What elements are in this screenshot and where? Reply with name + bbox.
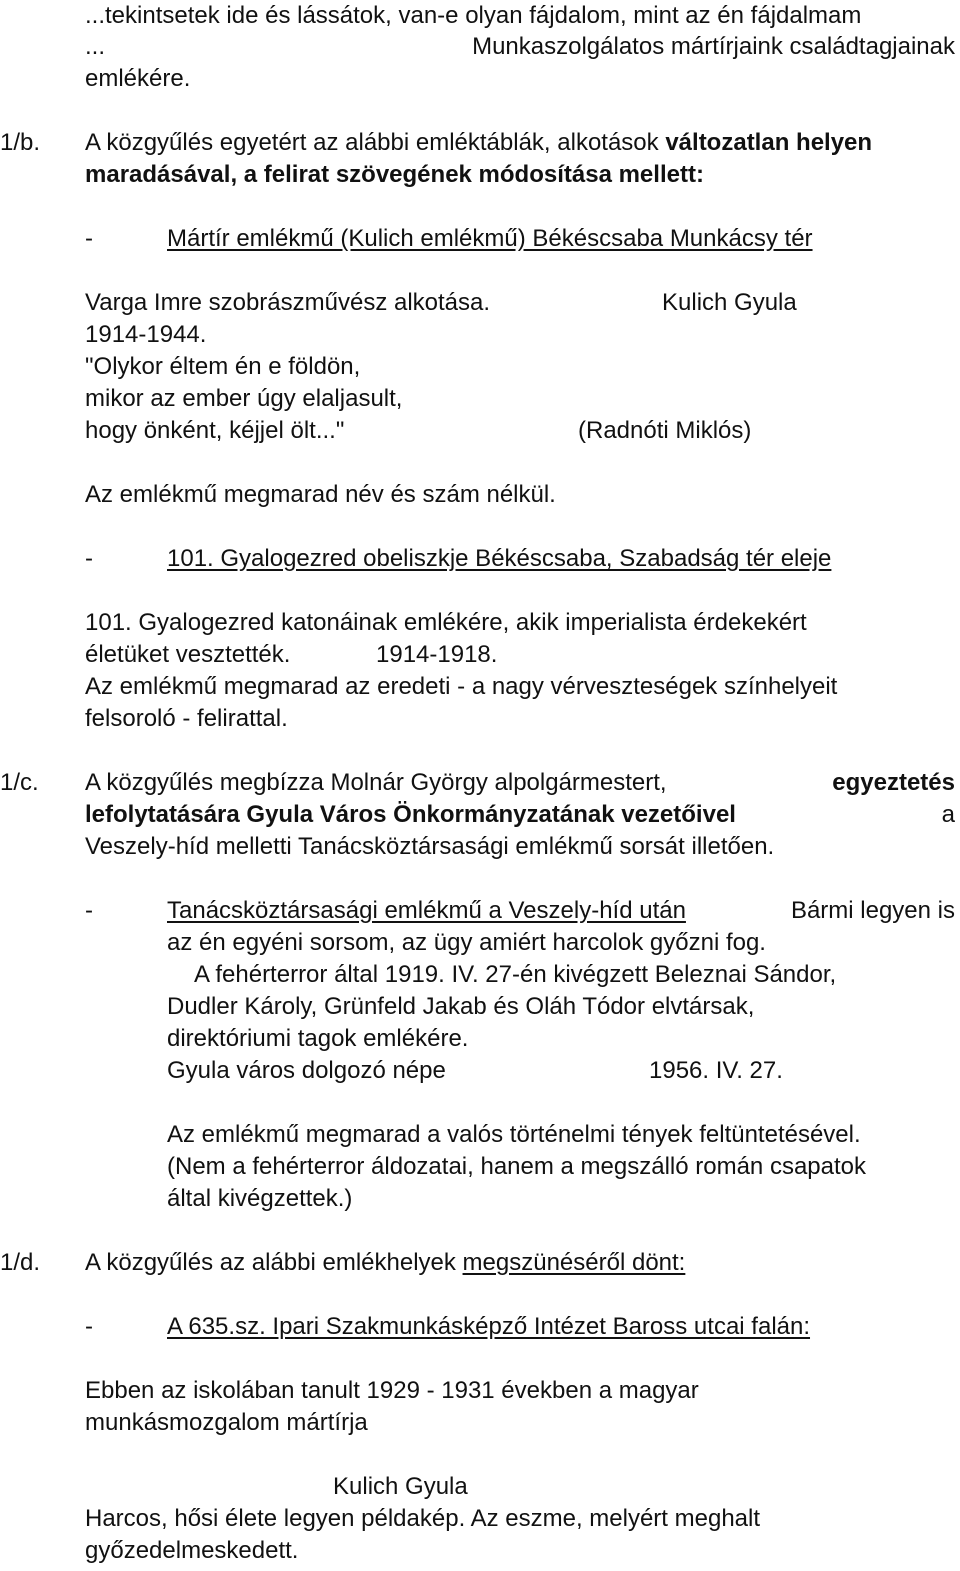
inscription-line: A fehérterror által 1919. IV. 27-én kivégzett Beleznai Sándor, (194, 961, 837, 988)
section-1b-lead (85, 127, 872, 159)
list-dash: - (85, 545, 93, 572)
section-marker-1c: 1/c. (0, 769, 39, 796)
inscription-years: 1914-1918. (376, 641, 498, 668)
inscription-line: Dudler Károly, Grünfeld Jakab és Oláh Tódor elvtársak, (167, 993, 755, 1020)
section-1d-lead-text: A közgyűlés az alábbi emlékhelyek (85, 1249, 456, 1276)
dedication-end: emlékére. (85, 65, 191, 92)
inscription-years: 1914-1944. (85, 321, 207, 348)
inscription-line: az én egyéni sorsom, az ügy amiért harcolok győzni fog. (167, 929, 766, 956)
section-1c-line-end: a (941, 801, 955, 828)
section-1d-lead (85, 1247, 685, 1279)
inscription-poem-line: hogy önként, kéjjel ölt..." (85, 417, 345, 444)
section-marker-1d: 1/d. (0, 1249, 41, 1276)
list-dash: - (85, 1313, 93, 1340)
section-1b-lead-bold: változatlan helyen (665, 129, 873, 156)
inscription-date: 1956. IV. 27. (649, 1057, 783, 1084)
decision-text: Az emlékmű megmarad név és szám nélkül. (85, 481, 556, 508)
section-1c-bold-line: lefolytatására Gyula Város Önkormányzatának vezetőivel (85, 801, 736, 828)
inscription-line: Ebben az iskolában tanult 1929 - 1931 években a magyar (85, 1377, 699, 1404)
section-1c-line: Veszely-híd melletti Tanácsköztársasági emlékmű sorsát illetően. (85, 833, 775, 860)
memorial-heading-tanacs: Tanácsköztársasági emlékmű a Veszely-híd után (167, 897, 686, 924)
inscription-line: győzedelmeskedett. (85, 1537, 299, 1564)
section-1d-lead-underlined: megszünéséről dönt: (462, 1249, 686, 1276)
section-1b-lead-bold-2: maradásával, a felirat szövegének módosítása mellett: (85, 161, 704, 188)
decision-text: Az emlékmű megmarad a valós történelmi tények feltüntetésével. (167, 1121, 861, 1148)
inscription-signature: Gyula város dolgozó népe (167, 1057, 446, 1084)
section-1c-lead: A közgyűlés megbízza Molnár György alpolgármestert, (85, 769, 667, 796)
inscription-name: Kulich Gyula (662, 289, 797, 316)
inscription-line: Bármi legyen is (790, 897, 955, 924)
decision-text: Az emlékmű megmarad az eredeti - a nagy vérveszteségek színhelyeit (85, 673, 838, 700)
list-dash: - (85, 225, 93, 252)
decision-text: (Nem a fehérterror áldozatai, hanem a megszálló román csapatok (167, 1153, 866, 1180)
quote-line: ...tekintsetek ide és lássátok, van-e olyan fájdalom, mint az én fájdalmam (85, 2, 862, 29)
list-dash: - (85, 897, 93, 924)
quote-ellipsis: ... (85, 33, 106, 60)
inscription-line: munkásmozgalom mártírja (85, 1409, 368, 1436)
dedication-line: Munkaszolgálatos mártírjaink családtagjainak (472, 33, 955, 60)
section-1b-lead-text: A közgyűlés egyetért az alábbi emléktáblák, alkotások (85, 129, 659, 156)
inscription-name: Kulich Gyula (333, 1473, 468, 1500)
inscription-line: életüket vesztették. (85, 641, 291, 668)
inscription-line: 101. Gyalogezred katonáinak emlékére, akik imperialista érdekekért (85, 609, 807, 636)
memorial-heading-baross: A 635.sz. Ipari Szakmunkásképző Intézet Baross utcai falán: (167, 1313, 811, 1340)
inscription-line: Harcos, hősi élete legyen példakép. Az eszme, melyért meghalt (85, 1505, 761, 1532)
inscription-poem-line: mikor az ember úgy elaljasult, (85, 385, 403, 412)
section-1c-lead-bold: egyeztetés (832, 769, 955, 796)
section-marker-1b: 1/b. (0, 129, 41, 156)
inscription-line: direktóriumi tagok emlékére. (167, 1025, 469, 1052)
memorial-heading-obelisk: 101. Gyalogezred obeliszkje Békéscsaba, Szabadság tér eleje (167, 545, 832, 572)
inscription-line: Varga Imre szobrászművész alkotása. (85, 289, 491, 316)
decision-text: felsoroló - felirattal. (85, 705, 288, 732)
memorial-heading-kulich: Mártír emlékmű (Kulich emlékmű) Békéscsaba Munkácsy tér (167, 225, 813, 252)
inscription-poem-line: "Olykor éltem én e földön, (85, 353, 361, 380)
poem-author: (Radnóti Miklós) (578, 417, 752, 444)
decision-text: által kivégzettek.) (167, 1185, 353, 1212)
